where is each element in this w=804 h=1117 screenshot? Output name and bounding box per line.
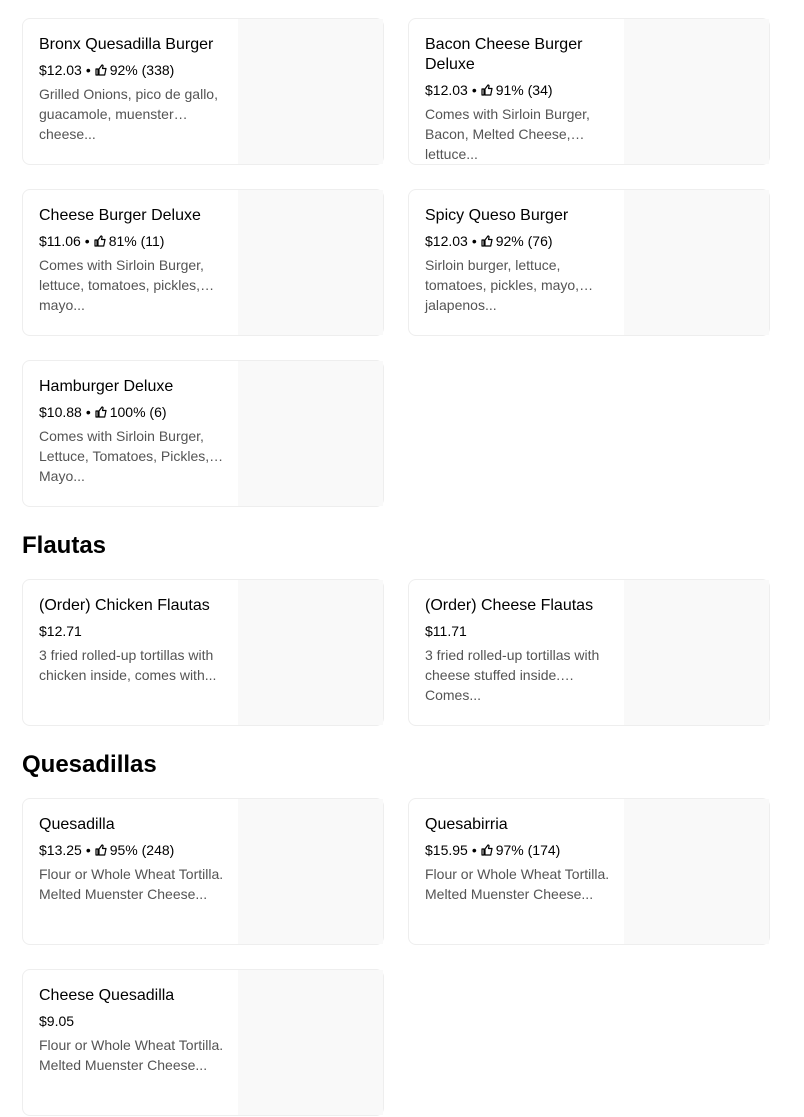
item-price: $12.03 [425,233,468,249]
item-name: Cheese Burger Deluxe [39,207,201,224]
menu-item-card[interactable] [408,18,770,165]
item-name: Cheese Quesadilla [39,987,175,1004]
item-rating: 100% (6) [109,404,167,420]
item-rating: 81% (11) [108,233,165,249]
item-meta: $10.88 • 100% (6) [39,404,167,420]
item-name: Quesadilla [39,816,115,833]
item-image [238,361,383,506]
item-meta: $12.03 • 91% (34) [425,82,553,98]
menu-item-card[interactable] [22,189,384,336]
item-description: Flour or Whole Wheat Tortilla. Melted Muenster Cheese... [425,866,610,902]
section-title-flautas: Flautas [22,532,107,559]
menu-item-card[interactable] [22,579,384,726]
item-price: $12.03 [425,82,468,98]
item-meta [39,1011,238,1031]
thumbs-up-icon [94,235,106,247]
thumbs-up-icon [95,844,107,856]
menu-item-card[interactable] [22,360,384,507]
item-meta: $11.06 • 81% (11) [39,233,165,249]
item-meta: $15.95 • 97% (174) [425,842,561,858]
menu-item-card[interactable] [408,189,770,336]
item-image [238,799,383,944]
item-price: $12.03 [39,62,82,78]
item-description: 3 fried rolled-up tortillas with chicken inside, comes with... [39,647,217,683]
item-price: $13.25 [39,842,82,858]
menu-item-card[interactable] [408,798,770,945]
item-description: Comes with Sirloin Burger, Bacon, Melted Cheese, lettuce... [425,106,590,162]
thumbs-up-icon [481,844,493,856]
item-rating: 95% (248) [109,842,175,858]
item-meta [425,621,624,641]
item-price: $12.71 [39,623,82,639]
item-image [624,19,769,164]
item-description: Sirloin burger, lettuce, tomatoes, pickles, mayo, jalapenos... [425,257,580,313]
menu-item-card[interactable] [22,969,384,1116]
item-name: (Order) Chicken Flautas [39,597,210,614]
item-meta [39,621,238,641]
item-price: $10.88 [39,404,82,420]
item-name: Quesabirria [425,816,508,833]
item-rating: 91% (34) [495,82,553,98]
item-description: 3 fried rolled-up tortillas with cheese stuffed inside. Comes... [425,647,600,703]
thumbs-up-icon [95,64,107,76]
thumbs-up-icon [481,235,493,247]
item-image [238,190,383,335]
item-name: (Order) Cheese Flautas [425,597,594,614]
item-description: Comes with Sirloin Burger, Lettuce, Tomatoes, Pickles, Mayo... [39,428,210,484]
item-name: Bacon Cheese Burger Deluxe [425,36,583,73]
item-description: Flour or Whole Wheat Tortilla. Melted Muenster Cheese... [39,1037,224,1073]
item-rating: 92% (76) [495,233,553,249]
section-title-quesadillas: Quesadillas [22,751,157,778]
thumbs-up-icon [481,84,493,96]
item-image [238,580,383,725]
item-description: Grilled Onions, pico de gallo, guacamole, muenster cheese... [39,86,218,142]
item-image [624,190,769,335]
item-rating: 97% (174) [495,842,561,858]
item-image [238,970,383,1115]
item-meta: $13.25 • 95% (248) [39,842,175,858]
menu-item-card[interactable] [408,579,770,726]
item-price: $11.71 [425,623,467,639]
menu-item-card[interactable] [22,18,384,165]
item-price: $9.05 [39,1013,75,1029]
item-price: $11.06 [39,233,81,249]
item-description: Flour or Whole Wheat Tortilla. Melted Muenster Cheese... [39,866,224,902]
item-image [624,799,769,944]
item-name: Hamburger Deluxe [39,378,174,395]
item-meta: $12.03 • 92% (76) [425,233,553,249]
item-description: Comes with Sirloin Burger, lettuce, tomatoes, pickles, mayo... [39,257,204,313]
item-meta: $12.03 • 92% (338) [39,62,175,78]
menu-item-card[interactable] [22,798,384,945]
item-name: Spicy Queso Burger [425,207,569,224]
item-name: Bronx Quesadilla Burger [39,36,214,53]
item-price: $15.95 [425,842,468,858]
item-rating: 92% (338) [109,62,175,78]
item-image [238,19,383,164]
thumbs-up-icon [95,406,107,418]
item-image [624,580,769,725]
